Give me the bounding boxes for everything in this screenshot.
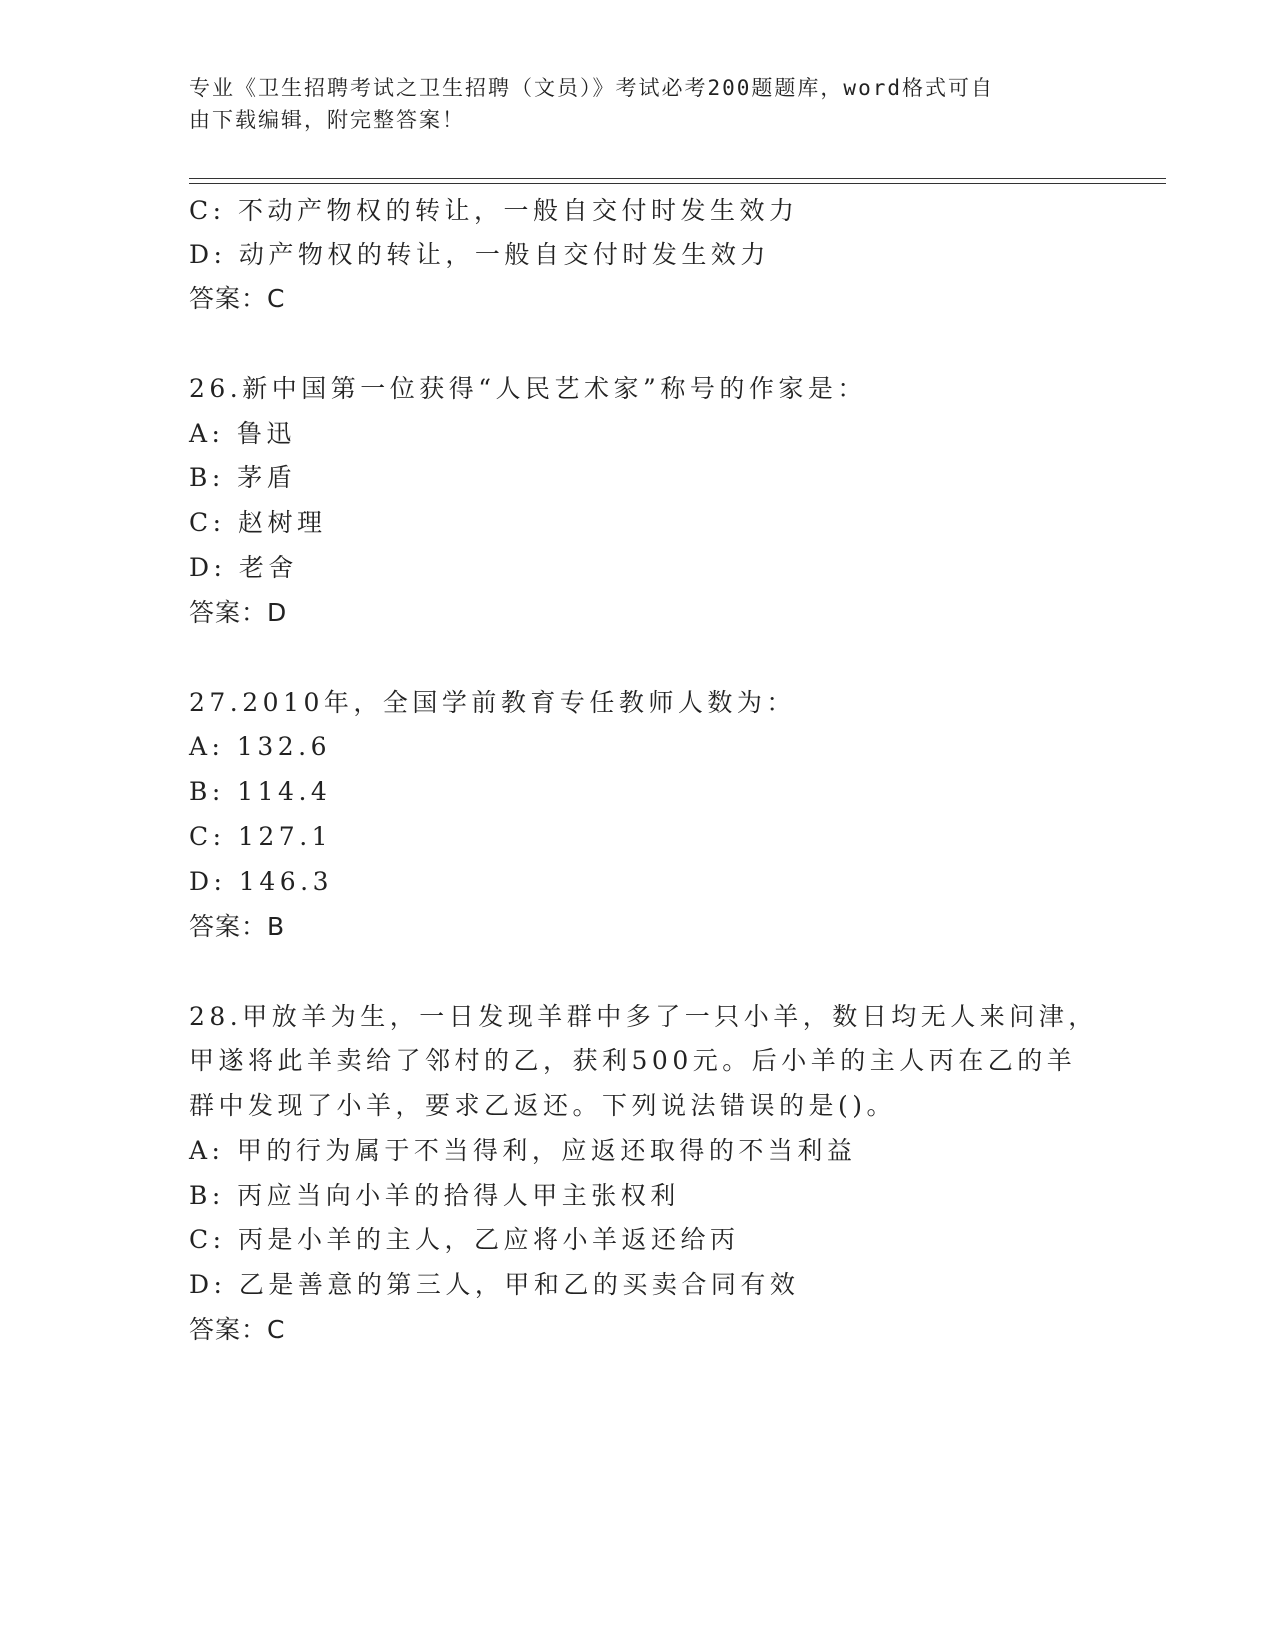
q28-stem-line-3: 群中发现了小羊，要求乙返还。下列说法错误的是()。 bbox=[189, 1091, 897, 1120]
header-divider-bottom bbox=[189, 183, 1166, 184]
q27-option-a: A: 132.6 bbox=[189, 732, 331, 761]
q27-option-d: D: 146.3 bbox=[189, 867, 333, 896]
q25-option-c: C: 不动产物权的转让，一般自交付时发生效力 bbox=[189, 196, 799, 225]
q26-answer: 答案：D bbox=[189, 598, 288, 627]
q28-option-c: C: 丙是小羊的主人，乙应将小羊返还给丙 bbox=[189, 1225, 740, 1254]
q26-option-a: A: 鲁迅 bbox=[189, 419, 296, 448]
header-line-2: 由下载编辑，附完整答案！ bbox=[189, 108, 465, 132]
q26-option-c: C: 赵树理 bbox=[189, 508, 327, 537]
q27-stem: 27.2010年，全国学前教育专任教师人数为： bbox=[189, 688, 796, 717]
header-divider-top bbox=[189, 178, 1166, 179]
q27-option-b: B: 114.4 bbox=[189, 777, 332, 806]
q27-option-c: C: 127.1 bbox=[189, 822, 333, 851]
q28-option-a: A: 甲的行为属于不当得利，应返还取得的不当利益 bbox=[189, 1136, 857, 1165]
q26-stem: 26.新中国第一位获得“人民艺术家”称号的作家是： bbox=[189, 374, 867, 403]
q25-option-d: D: 动产物权的转让，一般自交付时发生效力 bbox=[189, 240, 770, 269]
q28-answer: 答案：C bbox=[189, 1315, 286, 1344]
q28-stem-line-1: 28.甲放羊为生，一日发现羊群中多了一只小羊，数日均无人来问津， bbox=[189, 1002, 1098, 1031]
q25-answer: 答案：C bbox=[189, 284, 286, 313]
q28-option-d: D: 乙是善意的第三人，甲和乙的买卖合同有效 bbox=[189, 1270, 800, 1299]
q27-answer: 答案：B bbox=[189, 912, 286, 941]
q26-option-d: D: 老舍 bbox=[189, 553, 298, 582]
q28-stem-line-2: 甲遂将此羊卖给了邻村的乙，获利500元。后小羊的主人丙在乙的羊 bbox=[189, 1046, 1077, 1075]
q28-option-b: B: 丙应当向小羊的拾得人甲主张权利 bbox=[189, 1181, 680, 1210]
header-line-1: 专业《卫生招聘考试之卫生招聘（文员）》考试必考200题题库，word格式可自 bbox=[189, 76, 994, 100]
q26-option-b: B: 茅盾 bbox=[189, 463, 297, 492]
document-header bbox=[189, 72, 1069, 136]
